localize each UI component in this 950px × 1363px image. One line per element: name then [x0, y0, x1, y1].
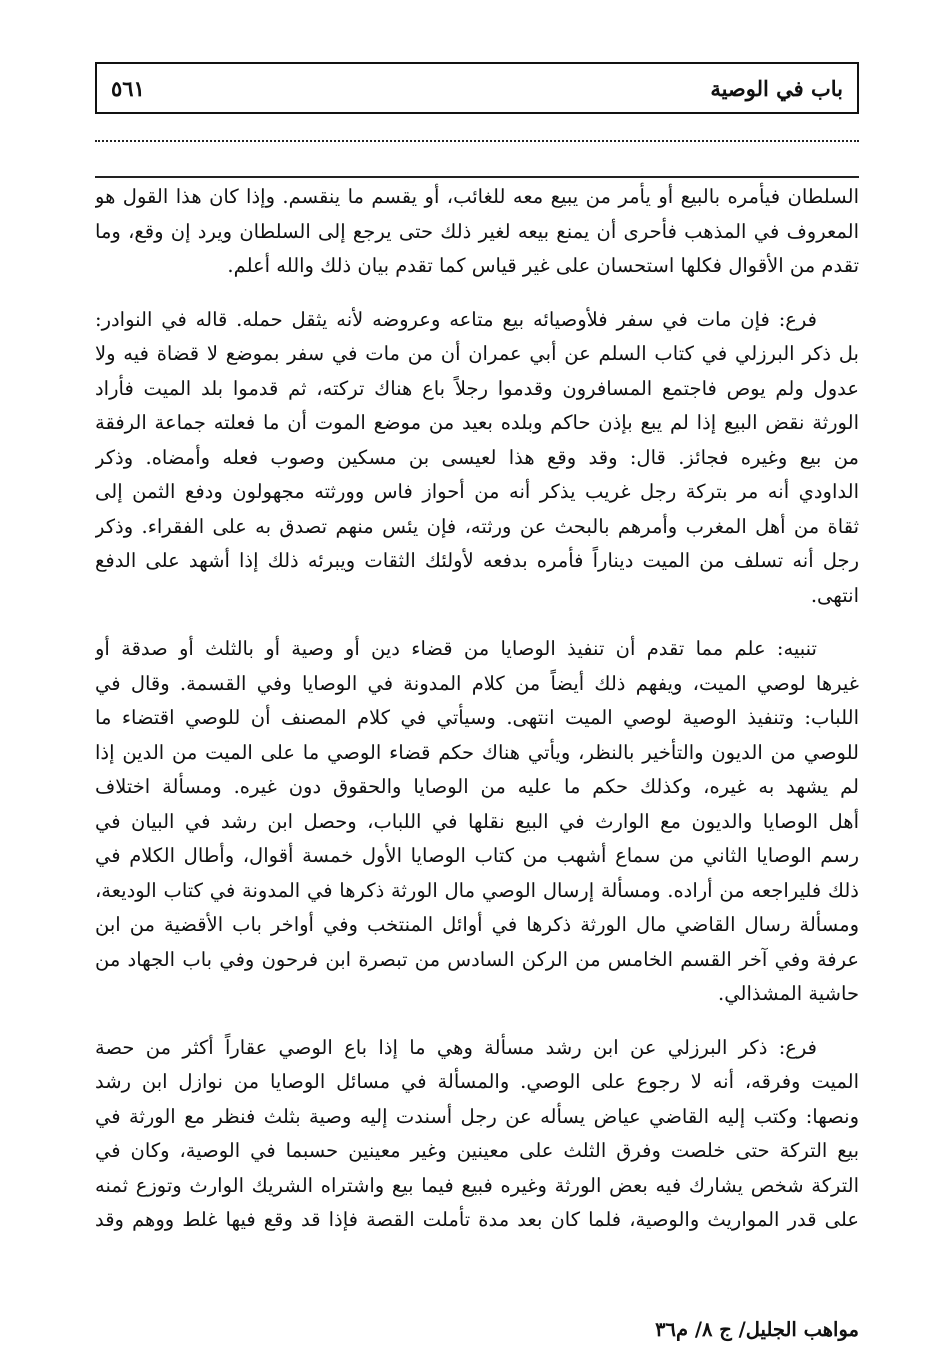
text-line: السلطان فيأمره بالبيع أو يأمر من يبيع معه للغائب، أو يقسم ما ينقسم. وإذا كان هذا القول هو	[95, 185, 859, 208]
body-text	[95, 180, 859, 1257]
text-line: انتهى.	[810, 583, 859, 607]
text-line: تنبيه: علم مما تقدم أن تنفيذ الوصايا من قضاء دين أو وصية أو بالثلث أو صدقة أو	[95, 637, 817, 660]
page-number: ٥٦١	[111, 75, 145, 101]
chapter-title: باب في الوصية	[710, 75, 843, 101]
text-line: الميت وفرقه، أنه لا رجوع على الوصي. والمسألة في مسائل الوصايا من نوازل ابن رشد	[95, 1070, 859, 1093]
text-line: اللباب: وتنفيذ الوصية لوصي الميت انتهى. وسيأتي في كلام المصنف أن للوصي اقتضاء ما	[95, 706, 859, 729]
text-line: الداودي أنه مر بتركة رجل غريب يذكر أنه من أحواز فاس وورثته مجهولون ودفع الثمن إلى	[95, 480, 859, 503]
text-line: رسم الوصايا الثاني من سماع أشهب من كتاب الوصايا الأول خمسة أقوال، وأطال الكلام في	[95, 844, 859, 867]
text-line: ثقاة من أهل المغرب وأمرهم بالبحث عن ورثته، فإن يئس منهم تصدق به على الفقراء. وذكر	[95, 514, 859, 538]
text-line: ومسألة رسال القاضي مال الورثة ذكرها في أوائل المنتخب وفي أواخر باب الأقضية من ابن	[95, 913, 859, 936]
text-line: للوصي من الديون والتأخير بالنظر، ويأتي هناك حكم قضاء الوصي ما على الميت من الدين إذا	[95, 740, 859, 764]
paragraph	[95, 303, 859, 614]
text-line: أهل الوصايا والديون مع الوارث في البيع نقلها في اللباب، وحصل ابن رشد في البيان في	[95, 809, 859, 833]
text-line: عرفة وفي آخر القسم الخامس من الركن السادس من تبصرة ابن فرحون وفي باب الجهاد من	[95, 947, 859, 971]
text-line: تقدم من الأقوال فكلها استحسان على غير قياس كما تقدم بيان ذلك والله أعلم.	[227, 254, 859, 277]
paragraph	[95, 1031, 859, 1238]
text-line: الورثة نقض البيع إذا لم يبع بإذن حاكم وبلده بعيد من موضع الموت أن ما فعلته جماعة الرفقة	[95, 411, 859, 434]
header-rule	[95, 176, 859, 178]
text-line: غيرها لوصي الميت، ويفهم ذلك أيضاً من كلام المدونة في الوصايا وفي القسمة. وقال في	[95, 671, 859, 695]
text-line: المعروف في المذهب فأحرى أن يمنع بيعه لغير ذلك حتى يرجع إلى السلطان ويرد إن وقع، وما	[95, 219, 859, 243]
source-reference: مواهب الجليل/ ج ٨/ م٣٦	[655, 1318, 859, 1341]
text-line: من بيع وغيره فجائز. قال: وقد وقع هذا لعيسى بن مسكين وصوب فعله وأمضاه. وذكر	[95, 445, 859, 469]
text-line: فرع: فإن مات في سفر فلأوصيائه بيع متاعه وعروضه لأنه يثقل حمله. قاله في النوادر:	[95, 307, 817, 331]
text-line: بل ذكر البرزلي في كتاب السلم عن أبي عمران أن من مات في سفر بموضع لا قضاة فيه ولا	[95, 342, 859, 365]
text-line: فرع: ذكر البرزلي عن ابن رشد مسألة وهي ما إذا باع الوصي عقاراً أكثر من حصة	[95, 1035, 817, 1059]
paragraph	[95, 632, 859, 1012]
text-line: التركة شخص يشارك فيه بعض الورثة وغيره فبيع فيما بيع واشتراه الشريك الوارث وتوزع ثمنه	[95, 1173, 859, 1197]
text-line: حاشية المشذالي.	[718, 982, 859, 1005]
text-line: ونصها: وكتب إليه القاضي عياض يسأله عن رجل أسندت إليه وصية بثلث فنظر مع الورثة في	[95, 1104, 859, 1128]
paragraph	[95, 180, 859, 284]
text-line: رجل أنه تسلف من الميت ديناراً فأمره بدفعه لأولئك الثقات ويبرئه ذلك إذا أشهد على الدفع	[95, 549, 859, 572]
text-line: بيع التركة حتى خلصت وفرق الثلث على معينين وغير معينين حسبما في الوصية، وكان في	[95, 1139, 859, 1162]
running-header	[95, 62, 859, 114]
text-line: ذلك فليراجعه من أراده. ومسألة إرسال الوصي مال الورثة ذكرها في المدونة في كتاب الوديعة،	[95, 878, 859, 902]
text-line: على قدر المواريث والوصية، فلما كان بعد مدة تأملت القصة فإذا قد وقع فيها غلط ووهم وقد	[95, 1208, 859, 1231]
text-line: عدول ولم يوص فاجتمع المسافرون وقدموا رجلاً باع هناك تركته، ثم قدموا بلد الميت فأراد	[95, 376, 859, 400]
dotted-divider	[95, 140, 859, 142]
text-line: لم يشهد به غيره، وكذلك حكم ما عليه من الوصايا والحقوق دون غيره. ومسألة اختلاف	[95, 775, 859, 798]
